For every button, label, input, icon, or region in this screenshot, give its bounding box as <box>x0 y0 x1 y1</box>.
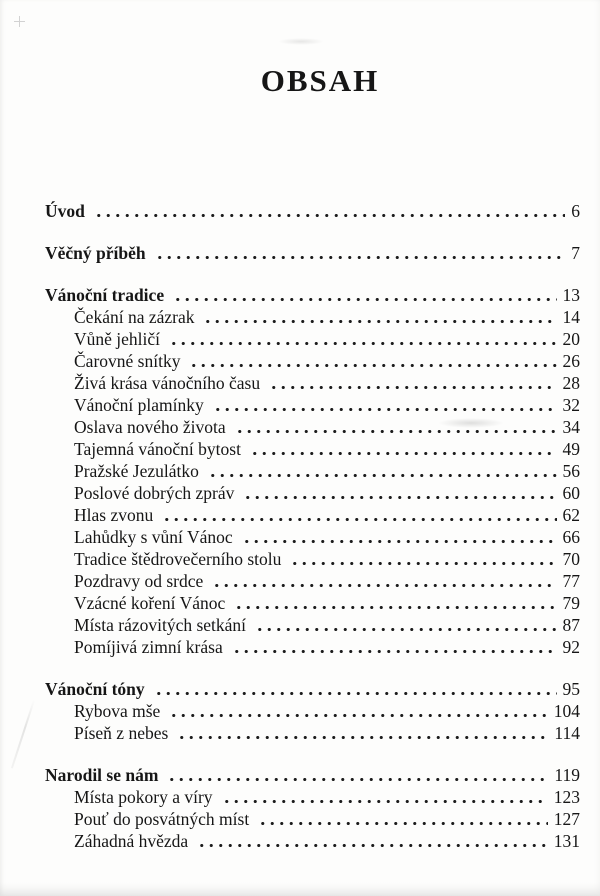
toc-entry-page: 119 <box>554 765 580 785</box>
dot-leader <box>167 778 548 781</box>
toc-entry-page: 92 <box>562 637 580 657</box>
toc-entry-page: 70 <box>562 549 580 569</box>
dot-leader <box>189 364 556 367</box>
dot-leader <box>255 628 556 631</box>
toc-entry <box>45 636 580 658</box>
toc-entry-label: Tajemná vánoční bytost <box>74 439 241 459</box>
toc-entry-page: 13 <box>562 285 580 305</box>
toc-group <box>45 678 580 744</box>
dot-leader <box>162 518 556 521</box>
toc-entry <box>45 526 580 548</box>
dot-leader <box>208 474 557 477</box>
toc-entry <box>45 242 580 264</box>
toc-entry-label: Místa pokory a víry <box>74 787 213 807</box>
scan-artifact <box>0 882 600 896</box>
toc-group <box>45 284 580 658</box>
toc-entry-label: Rybova mše <box>74 701 161 721</box>
toc-entry <box>45 614 580 636</box>
dot-leader <box>173 298 556 301</box>
dot-leader <box>243 496 556 499</box>
toc-entry-page: 127 <box>553 809 580 829</box>
page-title: OBSAH <box>260 63 380 98</box>
dot-leader <box>242 540 557 543</box>
toc-entry-label: Věčný příběh <box>45 243 146 263</box>
dot-leader <box>235 430 557 433</box>
table-of-contents <box>0 200 600 852</box>
toc-entry-page: 95 <box>562 679 580 699</box>
toc-entry-page: 32 <box>562 395 580 415</box>
dot-leader <box>94 214 565 217</box>
toc-entry <box>45 548 580 570</box>
toc-entry-label: Vánoční plamínky <box>74 395 204 415</box>
toc-entry <box>45 438 580 460</box>
toc-entry-label: Pomíjivá zimní krása <box>74 637 223 657</box>
toc-entry <box>45 700 580 722</box>
toc-entry-page: 7 <box>571 243 580 263</box>
toc-entry <box>45 328 580 350</box>
toc-entry <box>45 722 580 744</box>
toc-entry-label: Vůně jehličí <box>74 329 161 349</box>
toc-entry-label: Vzácné koření Vánoc <box>74 593 226 613</box>
toc-entry-label: Tradice štědrovečerního stolu <box>74 549 282 569</box>
toc-entry <box>45 786 580 808</box>
toc-entry-page: 28 <box>562 373 580 393</box>
dot-leader <box>154 692 557 695</box>
dot-leader <box>169 714 547 717</box>
dot-leader <box>169 342 556 345</box>
dot-leader <box>269 386 556 389</box>
dot-leader <box>212 584 556 587</box>
dot-leader <box>213 408 557 411</box>
toc-entry-label: Pražské Jezulátko <box>74 461 199 481</box>
dot-leader <box>234 606 556 609</box>
toc-entry-page: 49 <box>562 439 580 459</box>
toc-entry-page: 26 <box>562 351 580 371</box>
toc-entry <box>45 394 580 416</box>
toc-entry <box>45 830 580 852</box>
toc-entry <box>45 416 580 438</box>
toc-entry-label: Lahůdky s vůní Vánoc <box>74 527 233 547</box>
toc-entry <box>45 372 580 394</box>
toc-entry-page: 131 <box>553 831 580 851</box>
toc-entry-label: Narodil se nám <box>45 765 159 785</box>
toc-entry-page: 60 <box>562 483 580 503</box>
dot-leader <box>177 736 548 739</box>
toc-entry-page: 114 <box>554 723 580 743</box>
toc-entry <box>45 570 580 592</box>
dot-leader <box>232 650 557 653</box>
toc-entry-label: Vánoční tóny <box>45 679 145 699</box>
toc-entry <box>45 306 580 328</box>
toc-entry-label: Oslava nového života <box>74 417 226 437</box>
toc-entry-page: 87 <box>562 615 580 635</box>
toc-group <box>45 764 580 852</box>
toc-entry <box>45 808 580 830</box>
toc-entry-label: Čekání na zázrak <box>74 307 195 327</box>
toc-group <box>45 200 580 222</box>
toc-entry-page: 62 <box>562 505 580 525</box>
toc-entry-label: Poslové dobrých zpráv <box>74 483 235 503</box>
toc-entry-page: 79 <box>562 593 580 613</box>
toc-entry <box>45 764 580 786</box>
toc-entry-label: Pozdravy od srdce <box>74 571 204 591</box>
toc-entry <box>45 504 580 526</box>
toc-entry <box>45 200 580 222</box>
toc-entry-page: 77 <box>562 571 580 591</box>
dot-leader <box>258 822 548 825</box>
toc-entry <box>45 592 580 614</box>
dot-leader <box>250 452 557 455</box>
toc-entry <box>45 350 580 372</box>
toc-entry-page: 14 <box>562 307 580 327</box>
dot-leader <box>222 800 548 803</box>
toc-entry-label: Píseň z nebes <box>74 723 169 743</box>
toc-entry-label: Záhadná hvězda <box>74 831 189 851</box>
toc-entry-page: 123 <box>553 787 580 807</box>
dot-leader <box>290 562 556 565</box>
toc-entry-page: 104 <box>553 701 580 721</box>
toc-entry-page: 66 <box>562 527 580 547</box>
toc-entry-label: Vánoční tradice <box>45 285 165 305</box>
dot-leader <box>197 844 548 847</box>
toc-entry-label: Pouť do posvátných míst <box>74 809 250 829</box>
toc-entry-page: 34 <box>562 417 580 437</box>
toc-entry-label: Živá krása vánočního času <box>74 373 261 393</box>
dot-leader <box>155 256 566 259</box>
toc-entry <box>45 678 580 700</box>
dot-leader <box>203 320 556 323</box>
toc-entry <box>45 284 580 306</box>
toc-entry-label: Úvod <box>45 201 85 221</box>
toc-entry-label: Hlas zvonu <box>74 505 154 525</box>
toc-entry-label: Místa rázovitých setkání <box>74 615 247 635</box>
toc-entry-label: Čarovné snítky <box>74 351 181 371</box>
toc-entry <box>45 482 580 504</box>
toc-entry-page: 6 <box>571 201 580 221</box>
toc-group <box>45 242 580 264</box>
toc-entry-page: 56 <box>562 461 580 481</box>
toc-entry-page: 20 <box>562 329 580 349</box>
toc-entry <box>45 460 580 482</box>
